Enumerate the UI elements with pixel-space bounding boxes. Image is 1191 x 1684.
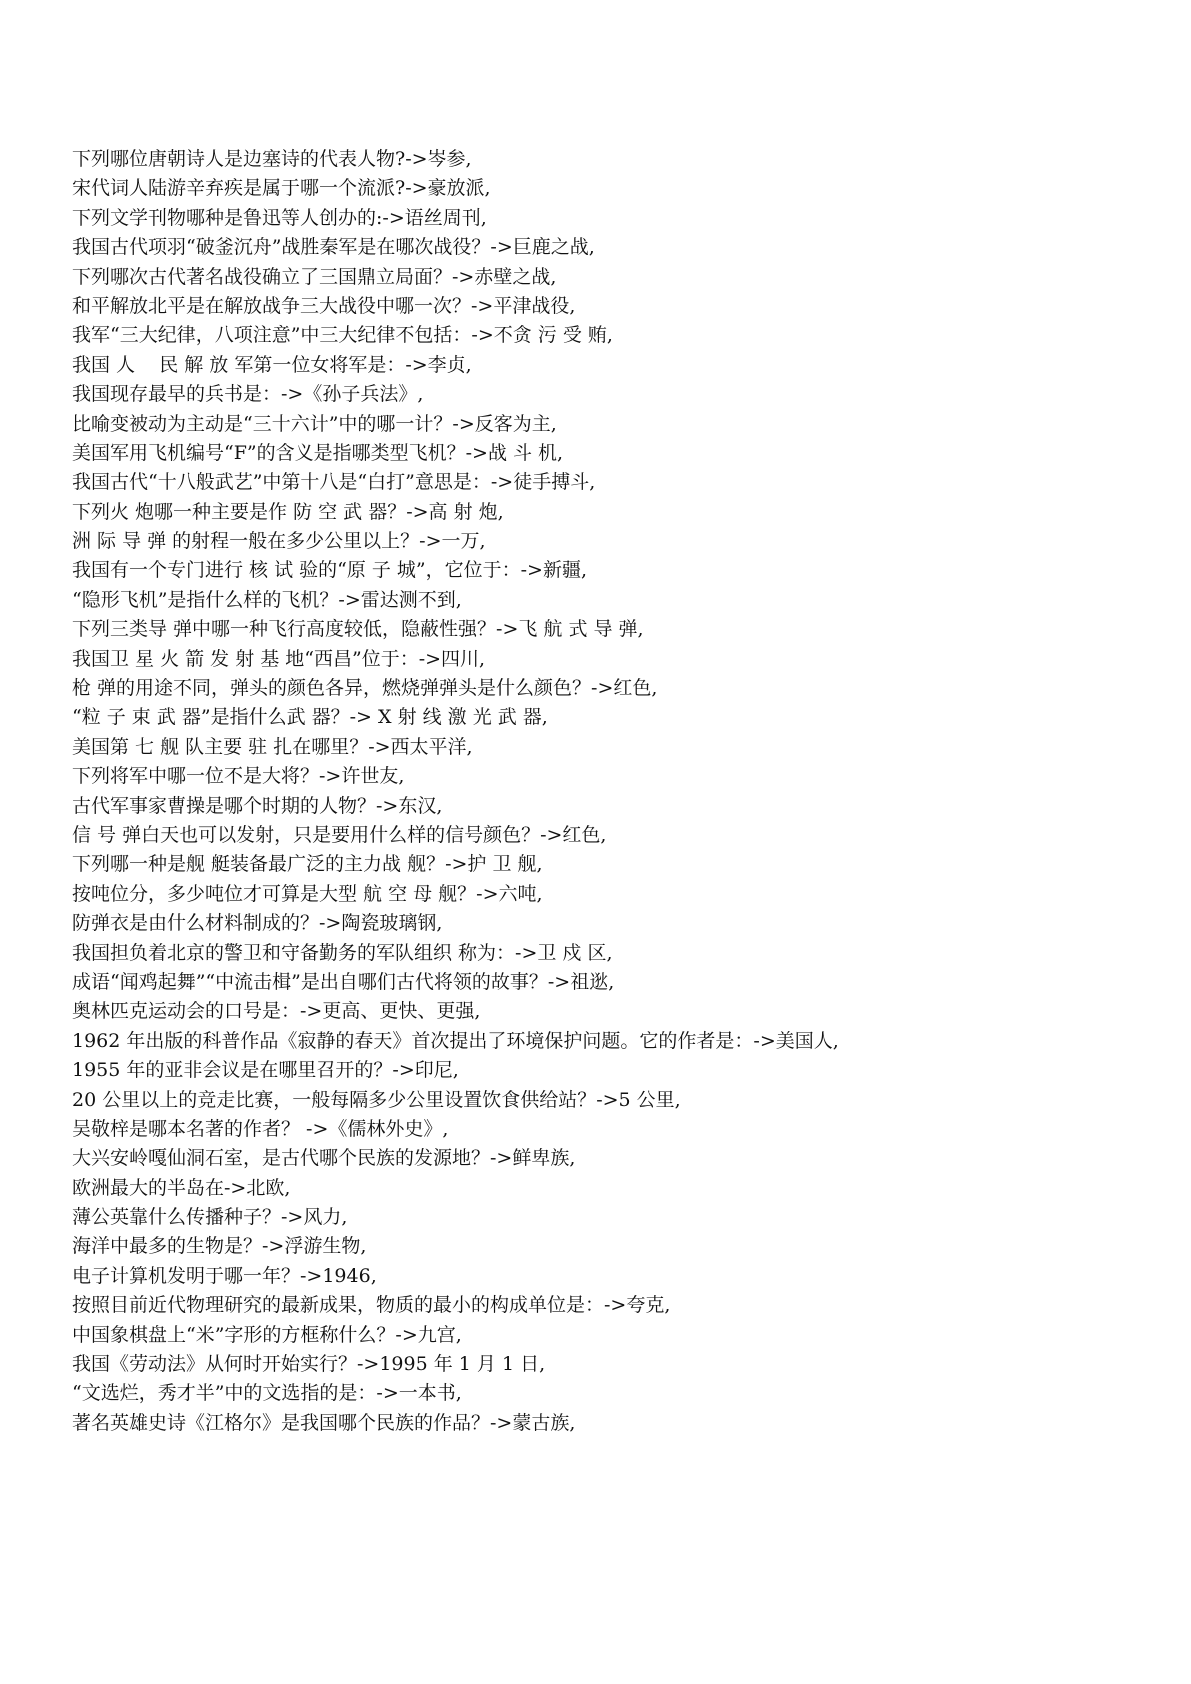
quiz-answer-list [72, 145, 1132, 1438]
quiz-line: 按吨位分，多少吨位才可算是大型 航 空 母 舰？->六吨, [72, 882, 543, 905]
quiz-line: 下列三类导 弹中哪一种飞行高度较低，隐蔽性强？->飞 航 式 导 弹, [72, 618, 644, 641]
quiz-line: 下列文学刊物哪种是鲁迅等人创办的:->语丝周刊, [72, 206, 487, 229]
quiz-line: 按照目前近代物理研究的最新成果，物质的最小的构成单位是：->夸克, [72, 1294, 671, 1317]
quiz-line: 20 公里以上的竞走比赛，一般每隔多少公里设置饮食供给站？->5 公里, [72, 1088, 681, 1111]
quiz-line: 古代军事家曹操是哪个时期的人物？->东汉, [72, 794, 443, 817]
quiz-line: 吴敬梓是哪本名著的作者？ ->《儒林外史》, [72, 1117, 449, 1140]
quiz-line: 中国象棋盘上“米”字形的方框称什么？->九宫, [72, 1323, 462, 1346]
quiz-line: 和平解放北平是在解放战争三大战役中哪一次？->平津战役, [72, 294, 576, 317]
quiz-line: 我国古代“十八般武艺”中第十八是“白打”意思是：->徒手搏斗, [72, 471, 596, 494]
quiz-line: 我国有一个专门进行 核 试 验的“原 子 城”，它位于：->新疆, [72, 559, 588, 582]
quiz-line: 信 号 弹白天也可以发射，只是要用什么样的信号颜色？->红色, [72, 823, 607, 846]
quiz-line: 奥林匹克运动会的口号是：->更高、更快、更强, [72, 1000, 481, 1023]
quiz-line: 欧洲最大的半岛在->北欧, [72, 1176, 291, 1199]
quiz-line: 美国第 七 舰 队主要 驻 扎在哪里？->西太平洋, [72, 735, 473, 758]
quiz-line: 电子计算机发明于哪一年？->1946, [72, 1264, 377, 1287]
quiz-line: “隐形飞机”是指什么样的飞机？->雷达测不到, [72, 588, 462, 611]
quiz-line: 成语“闻鸡起舞”“中流击楫”是出自哪们古代将领的故事？->祖逖, [72, 970, 615, 993]
quiz-line: 下列火 炮哪一种主要是作 防 空 武 器？->高 射 炮, [72, 500, 504, 523]
quiz-line: 我国担负着北京的警卫和守备勤务的军队组织 称为：->卫 戍 区, [72, 941, 613, 964]
quiz-line: 我军“三大纪律，八项注意”中三大纪律不包括：->不贪 污 受 贿, [72, 324, 613, 347]
quiz-line: 1962 年出版的科普作品《寂静的春天》首次提出了环境保护问题。它的作者是：->美国人, [72, 1029, 839, 1052]
quiz-line: 我国 人 民 解 放 军第一位女将军是：->李贞, [72, 353, 472, 376]
quiz-line: 防弹衣是由什么材料制成的？->陶瓷玻璃钢, [72, 912, 443, 935]
quiz-line: 下列哪位唐朝诗人是边塞诗的代表人物?->岑参, [72, 148, 472, 170]
quiz-line: 比喻变被动为主动是“三十六计”中的哪一计？->反客为主, [72, 412, 557, 435]
quiz-line: “文选烂，秀才半”中的文选指的是：->一本书, [72, 1382, 462, 1405]
quiz-line: 1955 年的亚非会议是在哪里召开的？->印尼, [72, 1059, 459, 1082]
quiz-line: 枪 弹的用途不同，弹头的颜色各异，燃烧弹弹头是什么颜色？->红色, [72, 677, 658, 700]
quiz-line: 宋代词人陆游辛弃疾是属于哪一个流派?->豪放派, [72, 177, 491, 200]
quiz-line: 我国现存最早的兵书是：->《孙子兵法》, [72, 383, 424, 406]
quiz-line: 下列哪次古代著名战役确立了三国鼎立局面？->赤壁之战, [72, 265, 557, 288]
quiz-line: “粒 子 束 武 器”是指什么武 器？-> X 射 线 激 光 武 器, [72, 706, 548, 729]
quiz-line: 大兴安岭嘎仙洞石室，是古代哪个民族的发源地？->鲜卑族, [72, 1147, 576, 1170]
quiz-line: 薄公英靠什么传播种子？->风力, [72, 1206, 348, 1229]
quiz-line: 美国军用飞机编号“F”的含义是指哪类型飞机？->战 斗 机, [72, 441, 564, 464]
quiz-line: 我国古代项羽“破釜沉舟”战胜秦军是在哪次战役？->巨鹿之战, [72, 236, 595, 259]
quiz-line: 著名英雄史诗《江格尔》是我国哪个民族的作品？->蒙古族, [72, 1411, 576, 1434]
quiz-line: 我国《劳动法》从何时开始实行？->1995 年 1 月 1 日, [72, 1353, 546, 1376]
quiz-line: 我国卫 星 火 箭 发 射 基 地“西昌”位于：->四川, [72, 647, 486, 670]
quiz-line: 海洋中最多的生物是？->浮游生物, [72, 1235, 367, 1258]
quiz-line: 洲 际 导 弹 的射程一般在多少公里以上？->一万, [72, 530, 486, 553]
quiz-line: 下列哪一种是舰 艇装备最广泛的主力战 舰？->护 卫 舰, [72, 853, 543, 876]
quiz-line: 下列将军中哪一位不是大将？->许世友, [72, 765, 405, 788]
